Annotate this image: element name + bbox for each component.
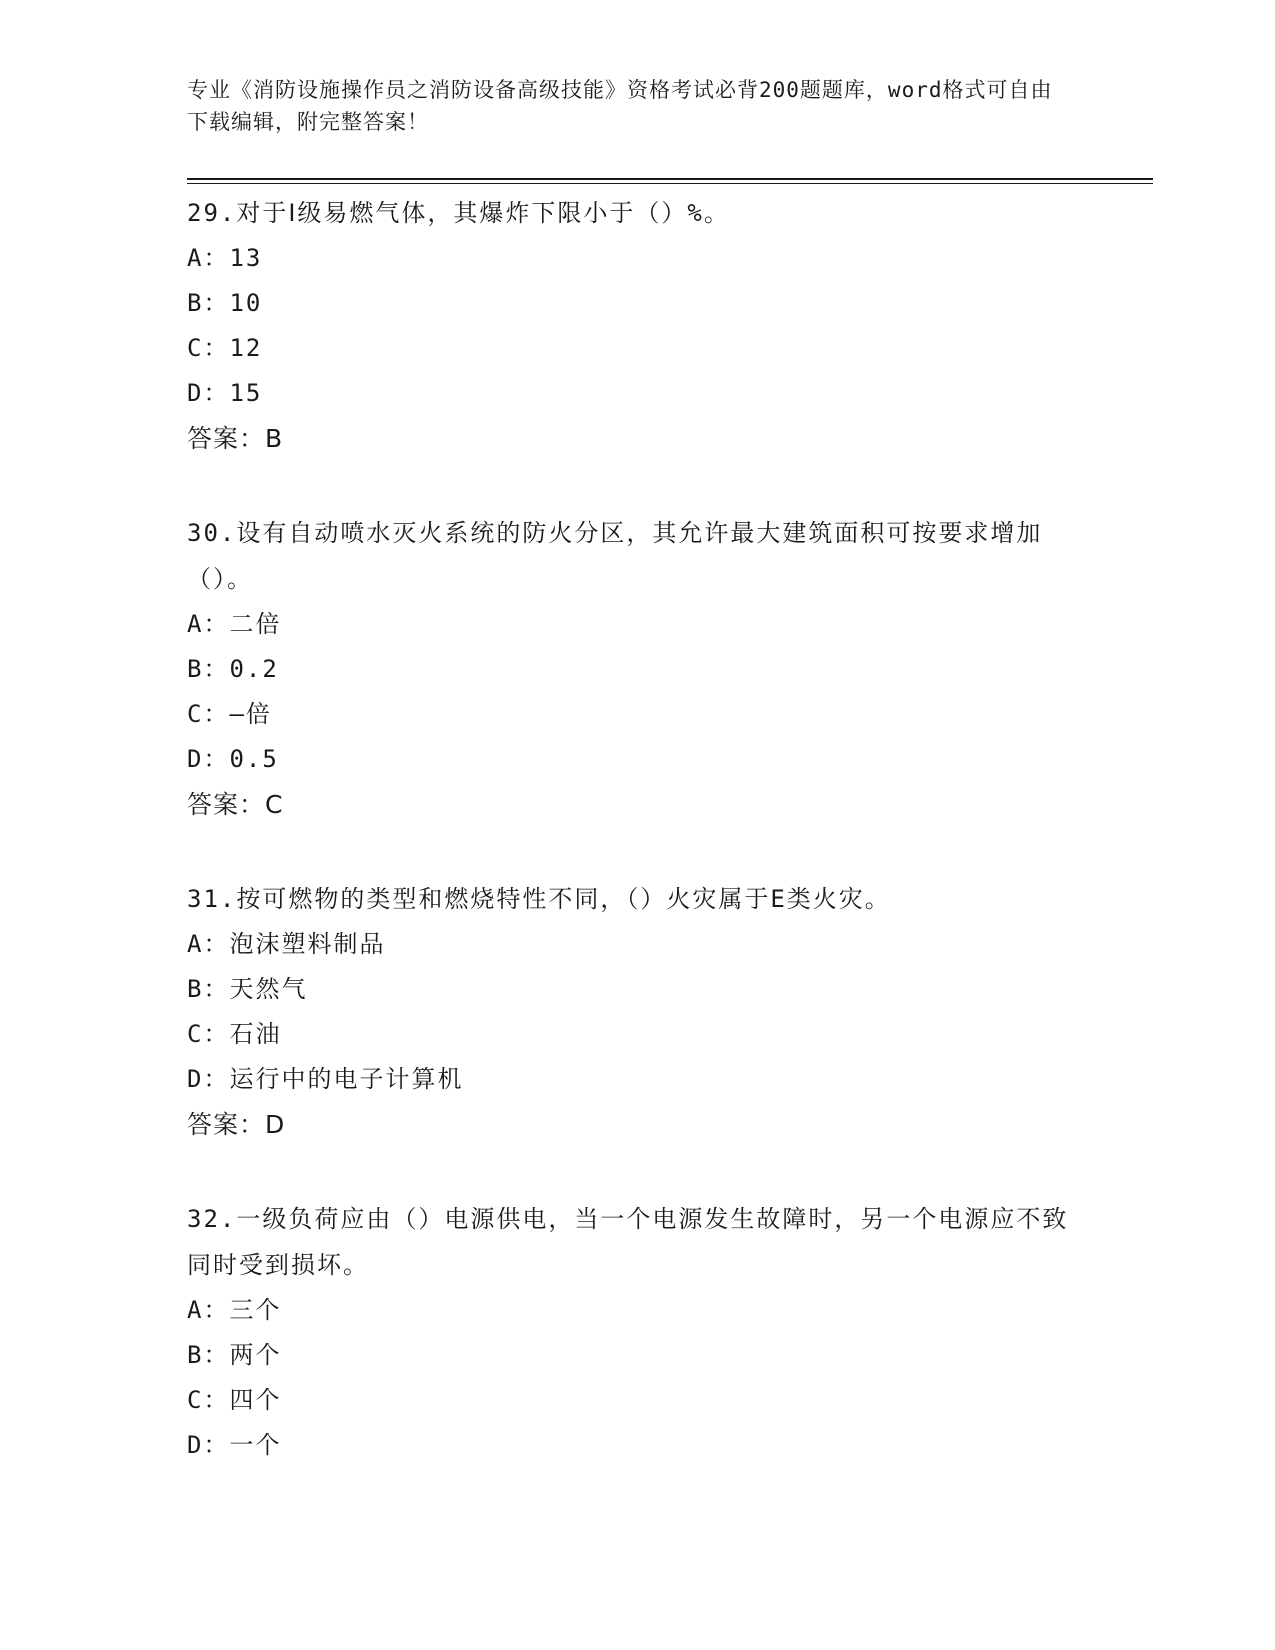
question-stem: 31.按可燃物的类型和燃烧特性不同，（）火灾属于E类火灾。 — [187, 885, 891, 913]
option-a: A：13 — [187, 244, 263, 272]
document-header: 专业《消防设施操作员之消防设备高级技能》资格考试必背200题题库，word格式可自由下载编辑，附完整答案！ — [187, 78, 1053, 134]
option-d: D：15 — [187, 379, 263, 407]
option-c: C：四个 — [187, 1386, 282, 1414]
option-c: C：12 — [187, 334, 263, 362]
answer-line: 答案：C — [187, 790, 284, 819]
option-b: B：0.2 — [187, 655, 279, 683]
option-d: D：一个 — [187, 1431, 282, 1459]
option-c: C：石油 — [187, 1020, 282, 1048]
header-divider-thin — [187, 183, 1153, 184]
option-c: C：—倍 — [187, 700, 272, 728]
header-divider — [187, 178, 1153, 180]
question-32 — [187, 1196, 1087, 1468]
question-31 — [187, 876, 1087, 1148]
answer-line: 答案：D — [187, 1110, 286, 1139]
option-d: D：运行中的电子计算机 — [187, 1065, 464, 1093]
question-stem: 29.对于Ⅰ级易燃气体，其爆炸下限小于（）%。 — [187, 199, 730, 227]
option-a: A：三个 — [187, 1296, 282, 1324]
option-a: A：二倍 — [187, 610, 282, 638]
question-stem: 30.设有自动喷水灭火系统的防火分区，其允许最大建筑面积可按要求增加（）。 — [187, 519, 1043, 593]
option-b: B：10 — [187, 289, 263, 317]
option-d: D：0.5 — [187, 745, 279, 773]
question-29 — [187, 190, 1087, 462]
option-b: B：两个 — [187, 1341, 282, 1369]
question-30 — [187, 510, 1087, 828]
question-stem: 32.一级负荷应由（）电源供电，当一个电源发生故障时，另一个电源应不致同时受到损坏。 — [187, 1205, 1069, 1279]
answer-line: 答案：B — [187, 424, 284, 453]
option-a: A：泡沫塑料制品 — [187, 930, 386, 958]
option-b: B：天然气 — [187, 975, 308, 1003]
question-list — [187, 190, 1087, 1516]
